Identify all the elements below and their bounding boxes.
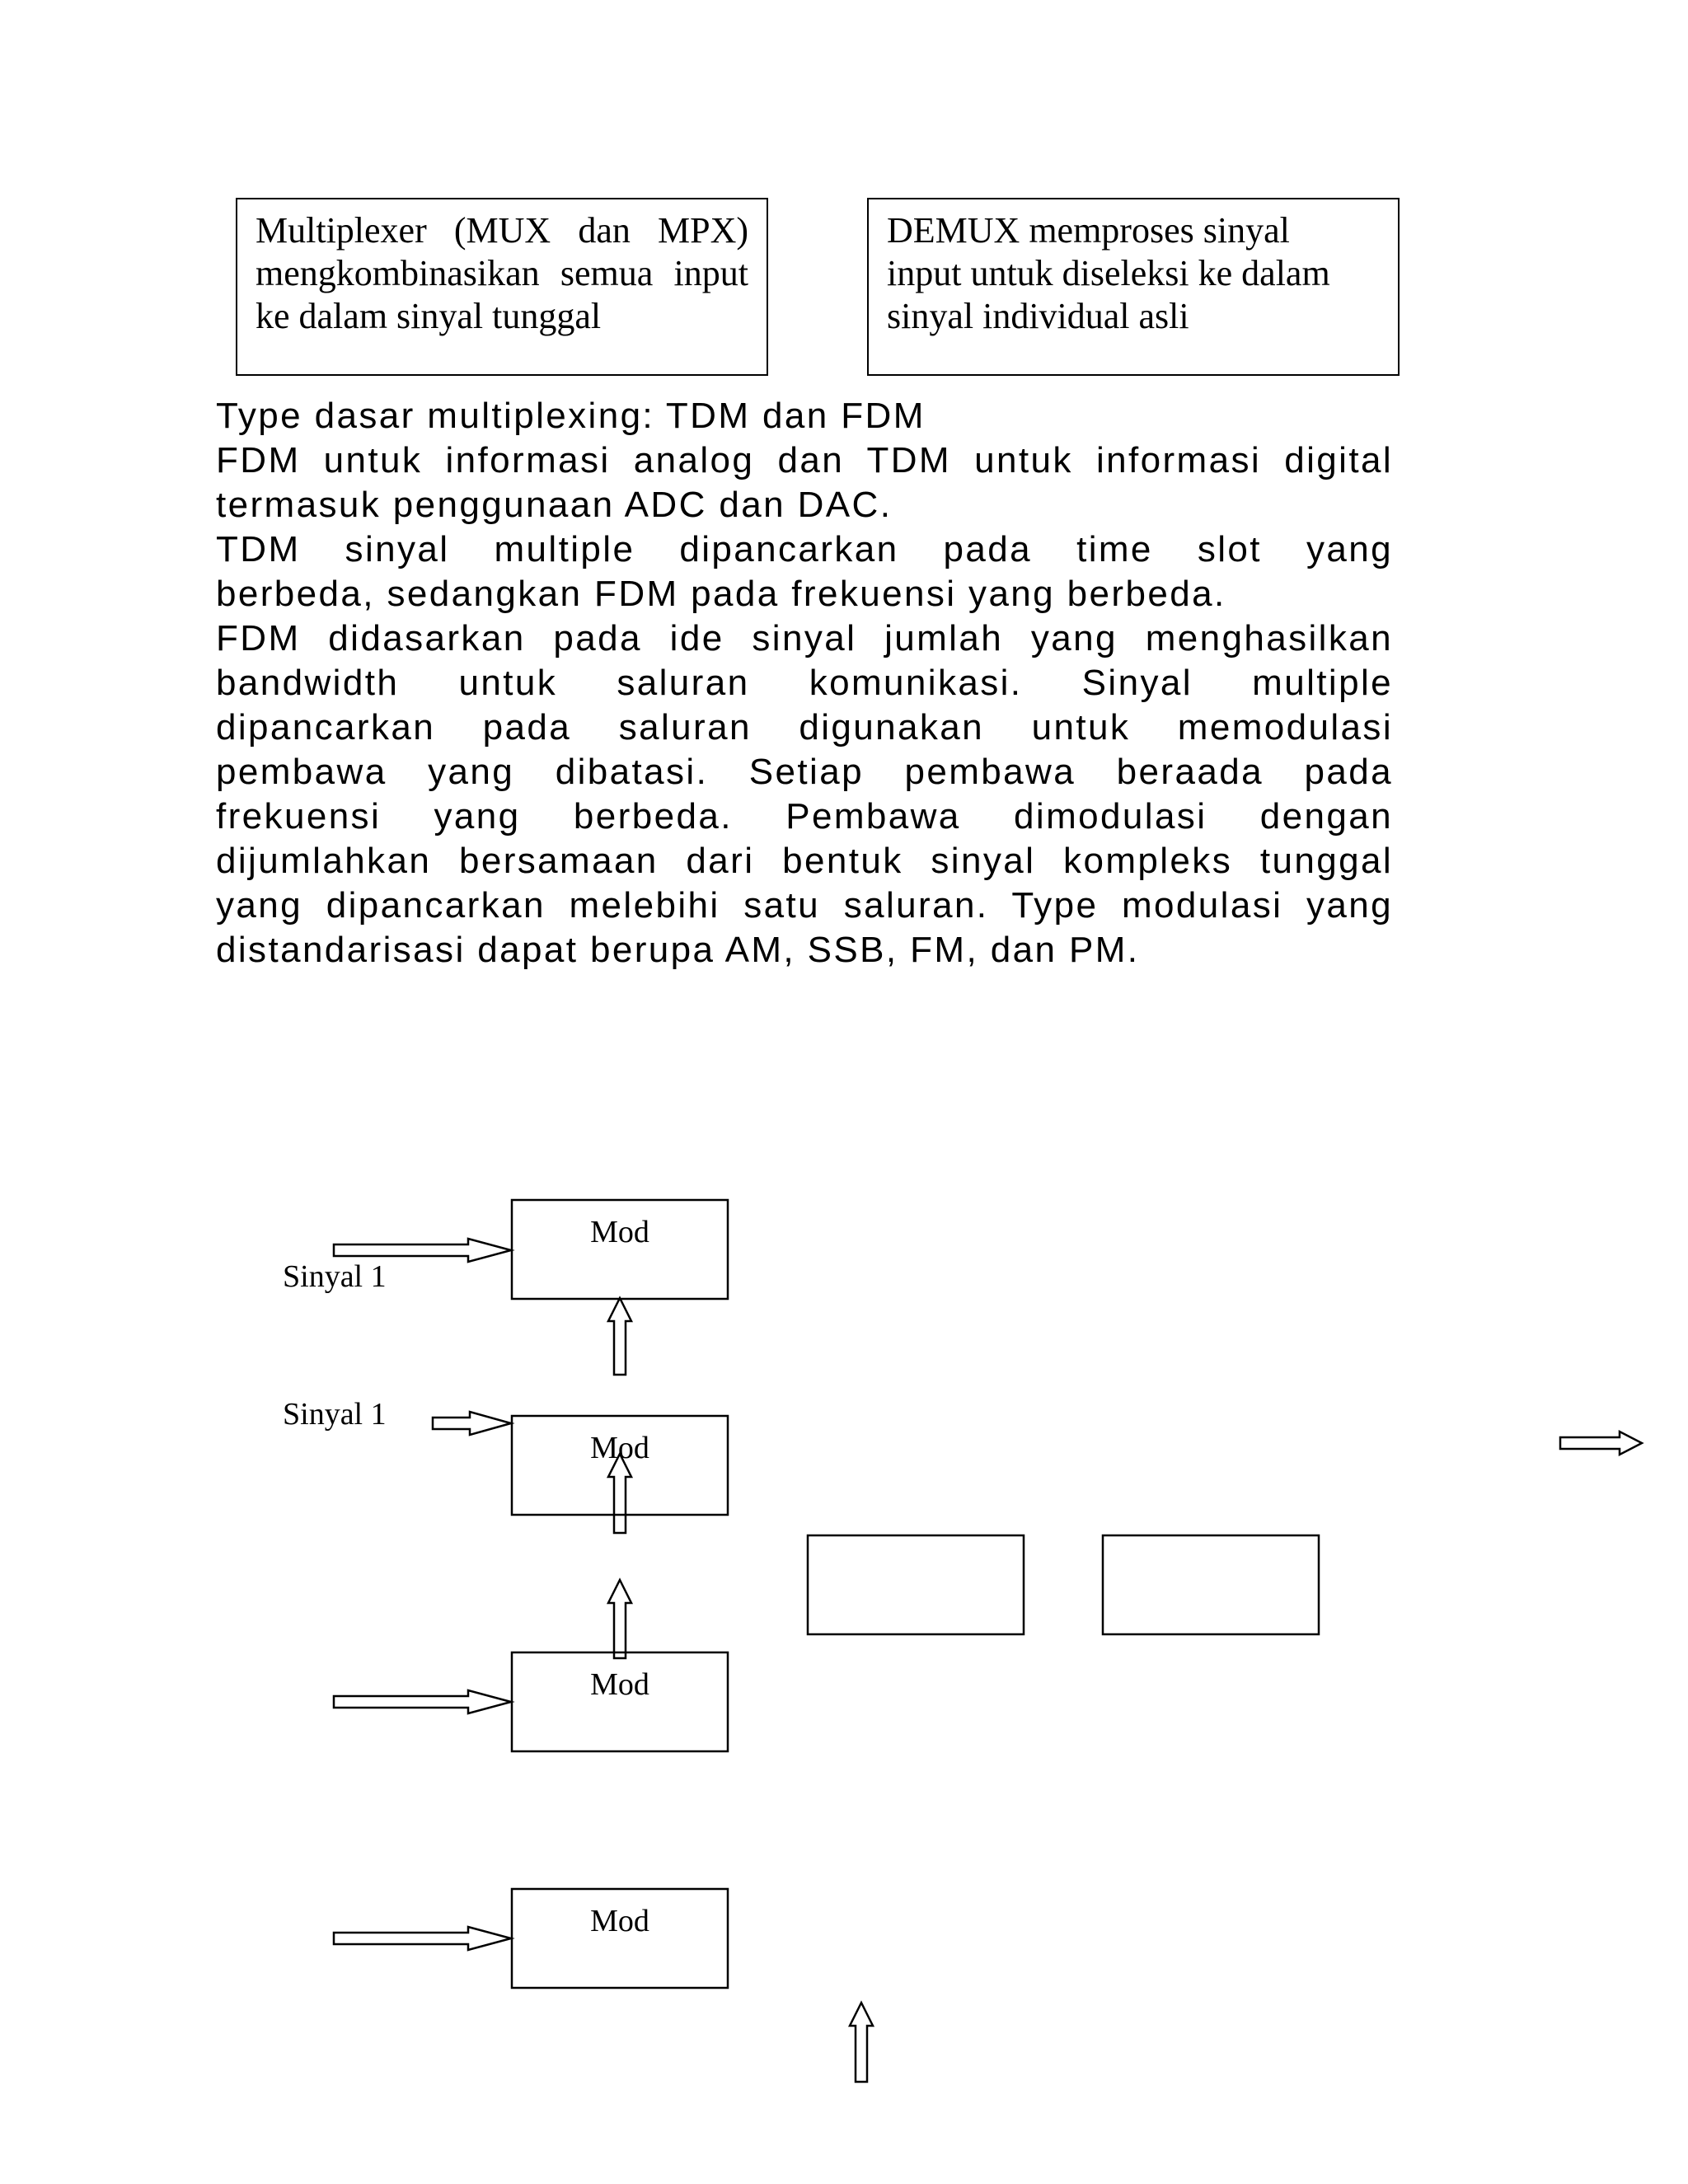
signal-label-2: Sinyal 1 <box>283 1397 387 1432</box>
body-line-11: dijumlahkan bersamaan dari bentuk sinyal kompleks tunggal <box>216 841 1393 881</box>
body-line-9: pembawa yang dibatasi. Setiap pembawa beraada pada <box>216 752 1393 792</box>
input-arrow-1 <box>334 1239 511 1262</box>
mod-label-3: Mod <box>590 1667 649 1702</box>
input-arrow-2 <box>433 1412 511 1435</box>
summer-block <box>808 1535 1024 1634</box>
body-line-8: dipancarkan pada saluran digunakan untuk memodulasi <box>216 707 1393 748</box>
carrier-arrow-2 <box>608 1454 631 1533</box>
body-line-4: TDM sinyal multiple dipancarkan pada time slot yang <box>216 529 1393 569</box>
channel-block <box>1103 1535 1319 1634</box>
input-arrow-4 <box>334 1927 511 1950</box>
carrier-arrow-4 <box>850 2003 873 2082</box>
mod-label-4: Mod <box>590 1904 649 1938</box>
body-line-7: bandwidth untuk saluran komunikasi. Sinyal multiple <box>216 663 1393 703</box>
mod-label-2: Mod <box>590 1431 649 1465</box>
body-line-2: FDM untuk informasi analog dan TDM untuk informasi digital <box>216 440 1393 480</box>
body-line-13: distandarisasi dapat berupa AM, SSB, FM, dan PM. <box>216 930 1140 970</box>
body-line-5: berbeda, sedangkan FDM pada frekuensi yang berbeda. <box>216 574 1226 614</box>
body-line-6: FDM didasarkan pada ide sinyal jumlah yang menghasilkan <box>216 618 1393 658</box>
demux-line-3: sinyal individual asli <box>887 296 1189 336</box>
output-arrow <box>1560 1432 1642 1455</box>
body-line-10: frekuensi yang berbeda. Pembawa dimodulasi dengan <box>216 796 1393 837</box>
demux-line-2: input untuk diseleksi ke dalam <box>887 253 1330 293</box>
input-arrow-3 <box>334 1690 511 1713</box>
mux-line-1: Multiplexer (MUX dan MPX) <box>256 210 748 251</box>
signal-label-1: Sinyal 1 <box>283 1259 387 1294</box>
mod-label-1: Mod <box>590 1215 649 1249</box>
body-line-12: yang dipancarkan melebihi satu saluran. Type modulasi yang <box>216 885 1393 926</box>
body-line-3: termasuk penggunaan ADC dan DAC. <box>216 485 893 525</box>
demux-line-1: DEMUX memproses sinyal <box>887 210 1290 251</box>
carrier-arrow-3 <box>608 1580 631 1658</box>
body-line-1: Type dasar multiplexing: TDM dan FDM <box>216 396 926 436</box>
mux-line-2: mengkombinasikan semua input <box>256 253 748 293</box>
mux-line-3: ke dalam sinyal tunggal <box>256 296 602 336</box>
carrier-arrow-1 <box>608 1298 631 1375</box>
